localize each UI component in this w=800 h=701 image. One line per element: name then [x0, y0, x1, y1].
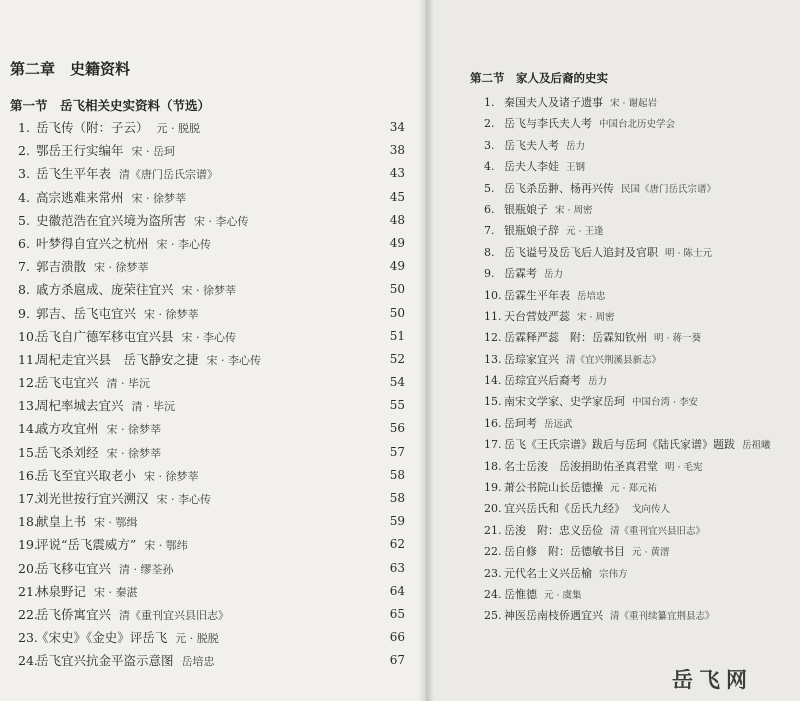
entry-title: 岳飞杀岳翀、杨再兴传 [504, 181, 614, 195]
entry-title: 岳飞与李氏夫人考 [504, 117, 592, 131]
entry-title: 岳夫人李娃 [504, 160, 559, 174]
entry-author: 中国台湾 · 李安 [632, 397, 699, 409]
entry-page-number: 51 [389, 328, 405, 343]
entry-author: 宋 · 徐梦莘 [144, 469, 199, 483]
entry-title: 萧公书院山长岳德操 [504, 481, 603, 495]
entry-number: 8. [484, 245, 495, 259]
toc-entry [470, 199, 790, 220]
entry-title: 岳霖考 [504, 267, 537, 281]
entry-author: 宋 · 鄂纬 [144, 539, 188, 553]
entry-number: 8. [18, 282, 30, 298]
toc-entry [0, 302, 425, 325]
chapter-title: 第二章 史籍资料 [10, 60, 131, 78]
entry-author: 岳培忠 [577, 290, 606, 302]
entry-page-number: 66 [389, 630, 405, 645]
entry-number: 16. [484, 416, 502, 430]
left-toc-list [0, 116, 425, 673]
entry-title: 《宋史》《金史》评岳飞 [36, 630, 168, 646]
entry-author: 宗伟方 [599, 568, 628, 580]
entry-number: 20. [484, 502, 502, 516]
entry-title: 岳霖生平年表 [504, 288, 570, 302]
entry-page-number: 50 [389, 282, 405, 297]
entry-title: 银瓶娘子辞 [504, 224, 559, 238]
entry-page-number: 45 [389, 189, 405, 204]
entry-number: 10. [484, 288, 502, 302]
entry-title: 岳飞生平年表 [36, 166, 112, 182]
entry-title: 献皇上书 [36, 514, 87, 530]
entry-title: 岳珂考 [504, 416, 537, 430]
entry-number: 21. [484, 523, 502, 537]
toc-entry [470, 242, 790, 263]
entry-number: 1. [484, 96, 495, 109]
entry-title: 银瓶娘子 [504, 202, 548, 216]
toc-entry [470, 263, 790, 284]
entry-author: 宋 · 周密 [577, 311, 615, 323]
toc-entry [470, 456, 790, 477]
entry-text [36, 417, 161, 441]
entry-text [36, 325, 236, 349]
entry-text [36, 371, 150, 395]
entry-title: 戚方杀扈成、庞荣往宜兴 [36, 282, 174, 298]
entry-text [504, 113, 675, 135]
entry-number: 1. [18, 120, 30, 135]
entry-title: 天台营妓严蕊 [504, 309, 570, 323]
entry-title: 岳飞夫人考 [504, 138, 559, 152]
entry-number: 9. [484, 267, 495, 281]
entry-text [36, 533, 188, 557]
entry-text [504, 135, 585, 157]
entry-number: 11. [484, 309, 502, 323]
entry-text [504, 584, 582, 606]
entry-title: 史徽范浩在宜兴境为盗所害 [36, 212, 187, 228]
entry-page-number: 49 [389, 259, 405, 274]
toc-entry [0, 209, 425, 232]
entry-number: 20. [18, 560, 38, 576]
entry-title: 岳飞移屯宜兴 [36, 560, 112, 576]
entry-title: 岳飞侨寓宜兴 [36, 606, 112, 622]
entry-author: 宋 · 周密 [555, 204, 593, 216]
entry-number: 22. [484, 545, 502, 559]
entry-title: 林泉野记 [36, 583, 87, 599]
toc-entry [470, 92, 790, 113]
entry-page-number: 52 [389, 351, 405, 366]
entry-number: 5. [484, 181, 495, 195]
entry-text [504, 434, 771, 456]
entry-title: 周杞率城去宜兴 [36, 398, 124, 414]
entry-number: 7. [18, 259, 30, 275]
entry-text [36, 510, 138, 534]
entry-title: 岳琮宜兴后裔考 [504, 374, 581, 388]
entry-text [504, 327, 701, 349]
toc-entry [470, 327, 790, 348]
toc-entry [0, 232, 425, 255]
entry-text [504, 370, 607, 392]
entry-number: 21. [18, 583, 38, 599]
entry-author: 宋 · 谢起岩 [610, 98, 658, 109]
entry-text [36, 487, 211, 511]
entry-page-number: 64 [389, 583, 405, 598]
right-toc-list [470, 92, 790, 627]
toc-entry [470, 563, 790, 584]
toc-entry [0, 116, 425, 139]
entry-text [36, 209, 249, 233]
entry-number: 18. [18, 514, 38, 530]
entry-page-number: 63 [389, 560, 405, 575]
entry-text [504, 605, 715, 627]
entry-number: 10. [18, 328, 38, 344]
entry-text [504, 477, 657, 499]
toc-entry [0, 487, 425, 510]
entry-text [36, 394, 175, 418]
entry-author: 宋 · 李心传 [181, 330, 237, 344]
entry-number: 24. [18, 653, 38, 669]
toc-entry [470, 113, 790, 134]
entry-page-number: 43 [389, 166, 405, 181]
entry-title: 鄂岳王行实编年 [36, 143, 124, 159]
site-watermark: 岳飞网 [672, 668, 753, 692]
entry-author: 清 · 毕沅 [131, 400, 176, 414]
entry-number: 4. [484, 160, 495, 174]
entry-text [36, 626, 219, 650]
entry-text [504, 199, 593, 221]
entry-title: 戚方攻宜州 [36, 421, 99, 437]
entry-text [36, 649, 215, 673]
toc-entry [0, 441, 425, 464]
entry-author: 宋 · 李心传 [156, 493, 212, 506]
entry-text [36, 348, 261, 372]
entry-page-number: 55 [389, 398, 405, 413]
entry-title: 岳霖释严蕊 附：岳霖知钦州 [504, 331, 647, 345]
entry-title: 岳飞《王氏宗谱》跋后与岳珂《陆氏家谱》题跋 [504, 438, 735, 452]
entry-text [504, 541, 670, 563]
entry-number: 4. [18, 189, 30, 205]
section-title-right: 第二节 家人及后裔的史实 [470, 71, 608, 85]
entry-number: 17. [484, 438, 502, 452]
entry-title: 叶梦得自宜兴之杭州 [36, 235, 149, 251]
toc-entry [0, 464, 425, 487]
toc-entry [470, 391, 790, 412]
entry-title: 岳飞屯宜兴 [36, 375, 99, 391]
entry-author: 元 · 郑元祐 [610, 483, 658, 495]
entry-text [36, 441, 161, 465]
entry-text [36, 232, 211, 256]
entry-author: 元 · 脱脱 [175, 632, 219, 646]
entry-author: 宋 · 徐梦莘 [181, 284, 237, 298]
entry-author: 宋 · 李心传 [206, 353, 262, 367]
entry-text [36, 278, 236, 302]
entry-number: 9. [18, 305, 30, 321]
entry-text [36, 162, 218, 186]
entry-author: 清《唐门岳氏宗谱》 [119, 168, 219, 182]
entry-number: 16. [18, 467, 38, 483]
entry-author: 清《重刊续纂宜荆县志》 [610, 611, 715, 623]
entry-number: 6. [18, 235, 30, 251]
entry-text [504, 178, 716, 200]
entry-number: 23. [484, 566, 502, 580]
toc-entry [470, 220, 790, 241]
entry-page-number: 62 [389, 537, 405, 552]
entry-author: 岳培忠 [181, 655, 215, 669]
entry-title: 郭吉、岳飞屯宜兴 [36, 305, 137, 321]
toc-entry [470, 434, 790, 455]
entry-title: 高宗逃难来常州 [36, 189, 124, 205]
toc-entry [0, 371, 425, 394]
entry-number: 19. [18, 537, 38, 553]
entry-text [504, 456, 703, 478]
entry-number: 13. [18, 398, 38, 414]
entry-number: 14. [18, 421, 38, 437]
entry-title: 周杞走宜兴县 岳飞静安之捷 [36, 351, 199, 367]
toc-entry [470, 413, 790, 434]
entry-number: 17. [18, 491, 38, 506]
entry-title: 刘光世按行宜兴溯汉 [36, 491, 149, 506]
entry-author: 清《重刊宜兴县旧志》 [119, 608, 230, 622]
entry-text [504, 520, 705, 542]
toc-entry [470, 370, 790, 391]
entry-title: 岳飞传（附：子云） [36, 120, 149, 135]
entry-author: 中国台北历史学会 [599, 119, 676, 131]
entry-author: 宋 · 徐梦莘 [131, 191, 187, 205]
entry-page-number: 48 [389, 212, 405, 227]
entry-number: 18. [484, 459, 502, 473]
toc-entry [0, 348, 425, 371]
entry-author: 宋 · 徐梦莘 [106, 446, 162, 460]
entry-author: 元 · 脱脱 [156, 122, 201, 135]
entry-text [504, 92, 657, 114]
entry-number: 3. [18, 166, 30, 182]
entry-title: 名士岳浚 岳浚捐助佑圣真君堂 [504, 459, 658, 473]
toc-entry [470, 156, 790, 177]
toc-entry [470, 178, 790, 199]
toc-entry [0, 255, 425, 278]
toc-entry [0, 139, 425, 162]
toc-entry [470, 135, 790, 156]
entry-number: 3. [484, 138, 495, 152]
entry-number: 22. [18, 606, 38, 622]
entry-number: 11. [18, 351, 38, 367]
entry-page-number: 67 [389, 653, 405, 668]
entry-number: 2. [18, 143, 30, 159]
entry-text [504, 156, 585, 178]
entry-title: 郭吉溃散 [36, 259, 87, 275]
entry-author: 宋 · 徐梦莘 [144, 307, 199, 321]
entry-author: 岳远武 [544, 418, 573, 430]
entry-author: 清《重刊宜兴县旧志》 [610, 525, 706, 537]
entry-text [504, 391, 698, 413]
entry-title: 评说“岳飞震威方” [36, 537, 137, 553]
entry-title: 岳浚 附：忠义岳俭 [504, 523, 603, 537]
toc-entry [0, 533, 425, 556]
toc-entry [0, 626, 425, 649]
toc-entry [470, 541, 790, 562]
entry-author: 宋 · 李心传 [156, 237, 212, 251]
entry-author: 宋 · 李心传 [194, 214, 249, 228]
entry-title: 宜兴岳氏和《岳氏九经》 [504, 502, 625, 516]
entry-page-number: 57 [389, 444, 405, 459]
entry-author: 宋 · 徐梦莘 [106, 423, 162, 437]
entry-author: 岳力 [544, 269, 564, 281]
entry-number: 15. [18, 444, 38, 460]
entry-title: 岳自修 附：岳德敏书目 [504, 545, 625, 559]
entry-number: 5. [18, 212, 30, 228]
entry-text [36, 464, 199, 488]
toc-entry [470, 285, 790, 306]
toc-entry [470, 520, 790, 541]
entry-text [504, 285, 606, 307]
entry-author: 元 · 虞集 [544, 589, 582, 601]
entry-author: 宋 · 秦湛 [94, 585, 138, 599]
toc-entry [0, 649, 425, 672]
entry-author: 宋 · 徐梦莘 [94, 261, 149, 275]
entry-text [504, 349, 661, 371]
entry-title: 神医岳南枝侨遇宜兴 [504, 609, 603, 623]
entry-page-number: 50 [389, 305, 405, 320]
toc-entry [0, 186, 425, 209]
entry-text [36, 186, 186, 210]
entry-author: 岳祖曦 [742, 440, 771, 452]
toc-entry [470, 605, 790, 626]
entry-text [504, 220, 604, 242]
entry-number: 2. [484, 117, 495, 131]
entry-title: 元代名士义兴岳榆 [504, 566, 592, 580]
toc-entry [0, 603, 425, 626]
entry-author: 元 · 黄溍 [632, 547, 670, 559]
entry-author: 戈向传人 [632, 504, 671, 516]
entry-author: 清 · 毕沅 [106, 377, 151, 391]
entry-text [504, 413, 573, 435]
entry-page-number: 58 [389, 467, 405, 482]
entry-author: 清《宜兴荆溪县新志》 [566, 354, 662, 366]
toc-entry [0, 557, 425, 580]
entry-number: 25. [484, 609, 502, 623]
entry-number: 12. [18, 375, 38, 391]
entry-text [36, 557, 174, 581]
entry-number: 6. [484, 202, 495, 216]
entry-title: 岳飞谥号及岳飞后人追封及官职 [504, 245, 658, 259]
entry-author: 王钢 [566, 162, 586, 174]
entry-text [504, 263, 563, 285]
entry-text [504, 563, 628, 585]
entry-number: 14. [484, 374, 502, 388]
entry-page-number: 38 [389, 143, 405, 158]
entry-page-number: 56 [389, 421, 405, 436]
entry-page-number: 65 [389, 606, 405, 621]
entry-number: 7. [484, 224, 495, 238]
entry-title: 岳飞杀刘经 [36, 444, 99, 460]
entry-author: 宋 · 鄂缉 [94, 516, 138, 530]
entry-number: 12. [484, 331, 502, 345]
toc-entry [470, 584, 790, 605]
entry-title: 岳飞自广德军移屯宜兴县 [36, 328, 174, 344]
entry-author: 宋 · 岳珂 [131, 145, 176, 159]
entry-author: 明 · 陈士元 [665, 247, 713, 259]
toc-entry [0, 417, 425, 440]
entry-number: 13. [484, 352, 502, 366]
section-title-left: 第一节 岳飞相关史实资料（节选） [10, 98, 211, 113]
entry-text [36, 116, 200, 140]
entry-title: 岳飞宜兴抗金平盗示意图 [36, 653, 174, 669]
entry-page-number: 34 [389, 120, 405, 134]
toc-entry [0, 162, 425, 185]
entry-number: 15. [484, 395, 502, 409]
entry-page-number: 58 [389, 491, 405, 505]
toc-entry [470, 498, 790, 519]
entry-number: 24. [484, 587, 502, 601]
toc-entry [0, 510, 425, 533]
entry-author: 明 · 蒋一葵 [654, 333, 702, 345]
entry-page-number: 49 [389, 235, 405, 250]
toc-entry [0, 278, 425, 301]
toc-entry [470, 306, 790, 327]
toc-entry [0, 580, 425, 603]
entry-author: 岳力 [566, 140, 586, 152]
toc-entry [0, 325, 425, 348]
entry-text [36, 603, 229, 627]
entry-text [504, 498, 670, 520]
entry-number: 23. [18, 630, 38, 646]
entry-author: 元 · 王逢 [566, 226, 604, 238]
toc-entry [0, 394, 425, 417]
entry-title: 岳惟德 [504, 587, 537, 601]
entry-text [36, 255, 149, 279]
toc-entry [470, 349, 790, 370]
entry-author: 明 · 毛宪 [665, 461, 703, 473]
entry-text [504, 242, 712, 264]
entry-title: 岳琮家宜兴 [504, 352, 559, 366]
entry-title: 南宋文学家、史学家岳珂 [504, 395, 625, 409]
entry-text [36, 580, 138, 604]
entry-author: 民国《唐门岳氏宗谱》 [621, 183, 717, 195]
entry-title: 岳飞至宜兴取老小 [36, 467, 137, 483]
entry-text [504, 306, 615, 328]
entry-page-number: 54 [389, 375, 405, 390]
toc-entry [470, 477, 790, 498]
entry-text [36, 302, 199, 326]
entry-number: 19. [484, 481, 502, 495]
entry-author: 清 · 缪荃孙 [119, 562, 174, 576]
entry-title: 秦国夫人及诸子遗事 [504, 96, 603, 109]
entry-page-number: 59 [389, 514, 405, 529]
entry-author: 岳力 [588, 376, 608, 388]
entry-text [36, 139, 175, 163]
